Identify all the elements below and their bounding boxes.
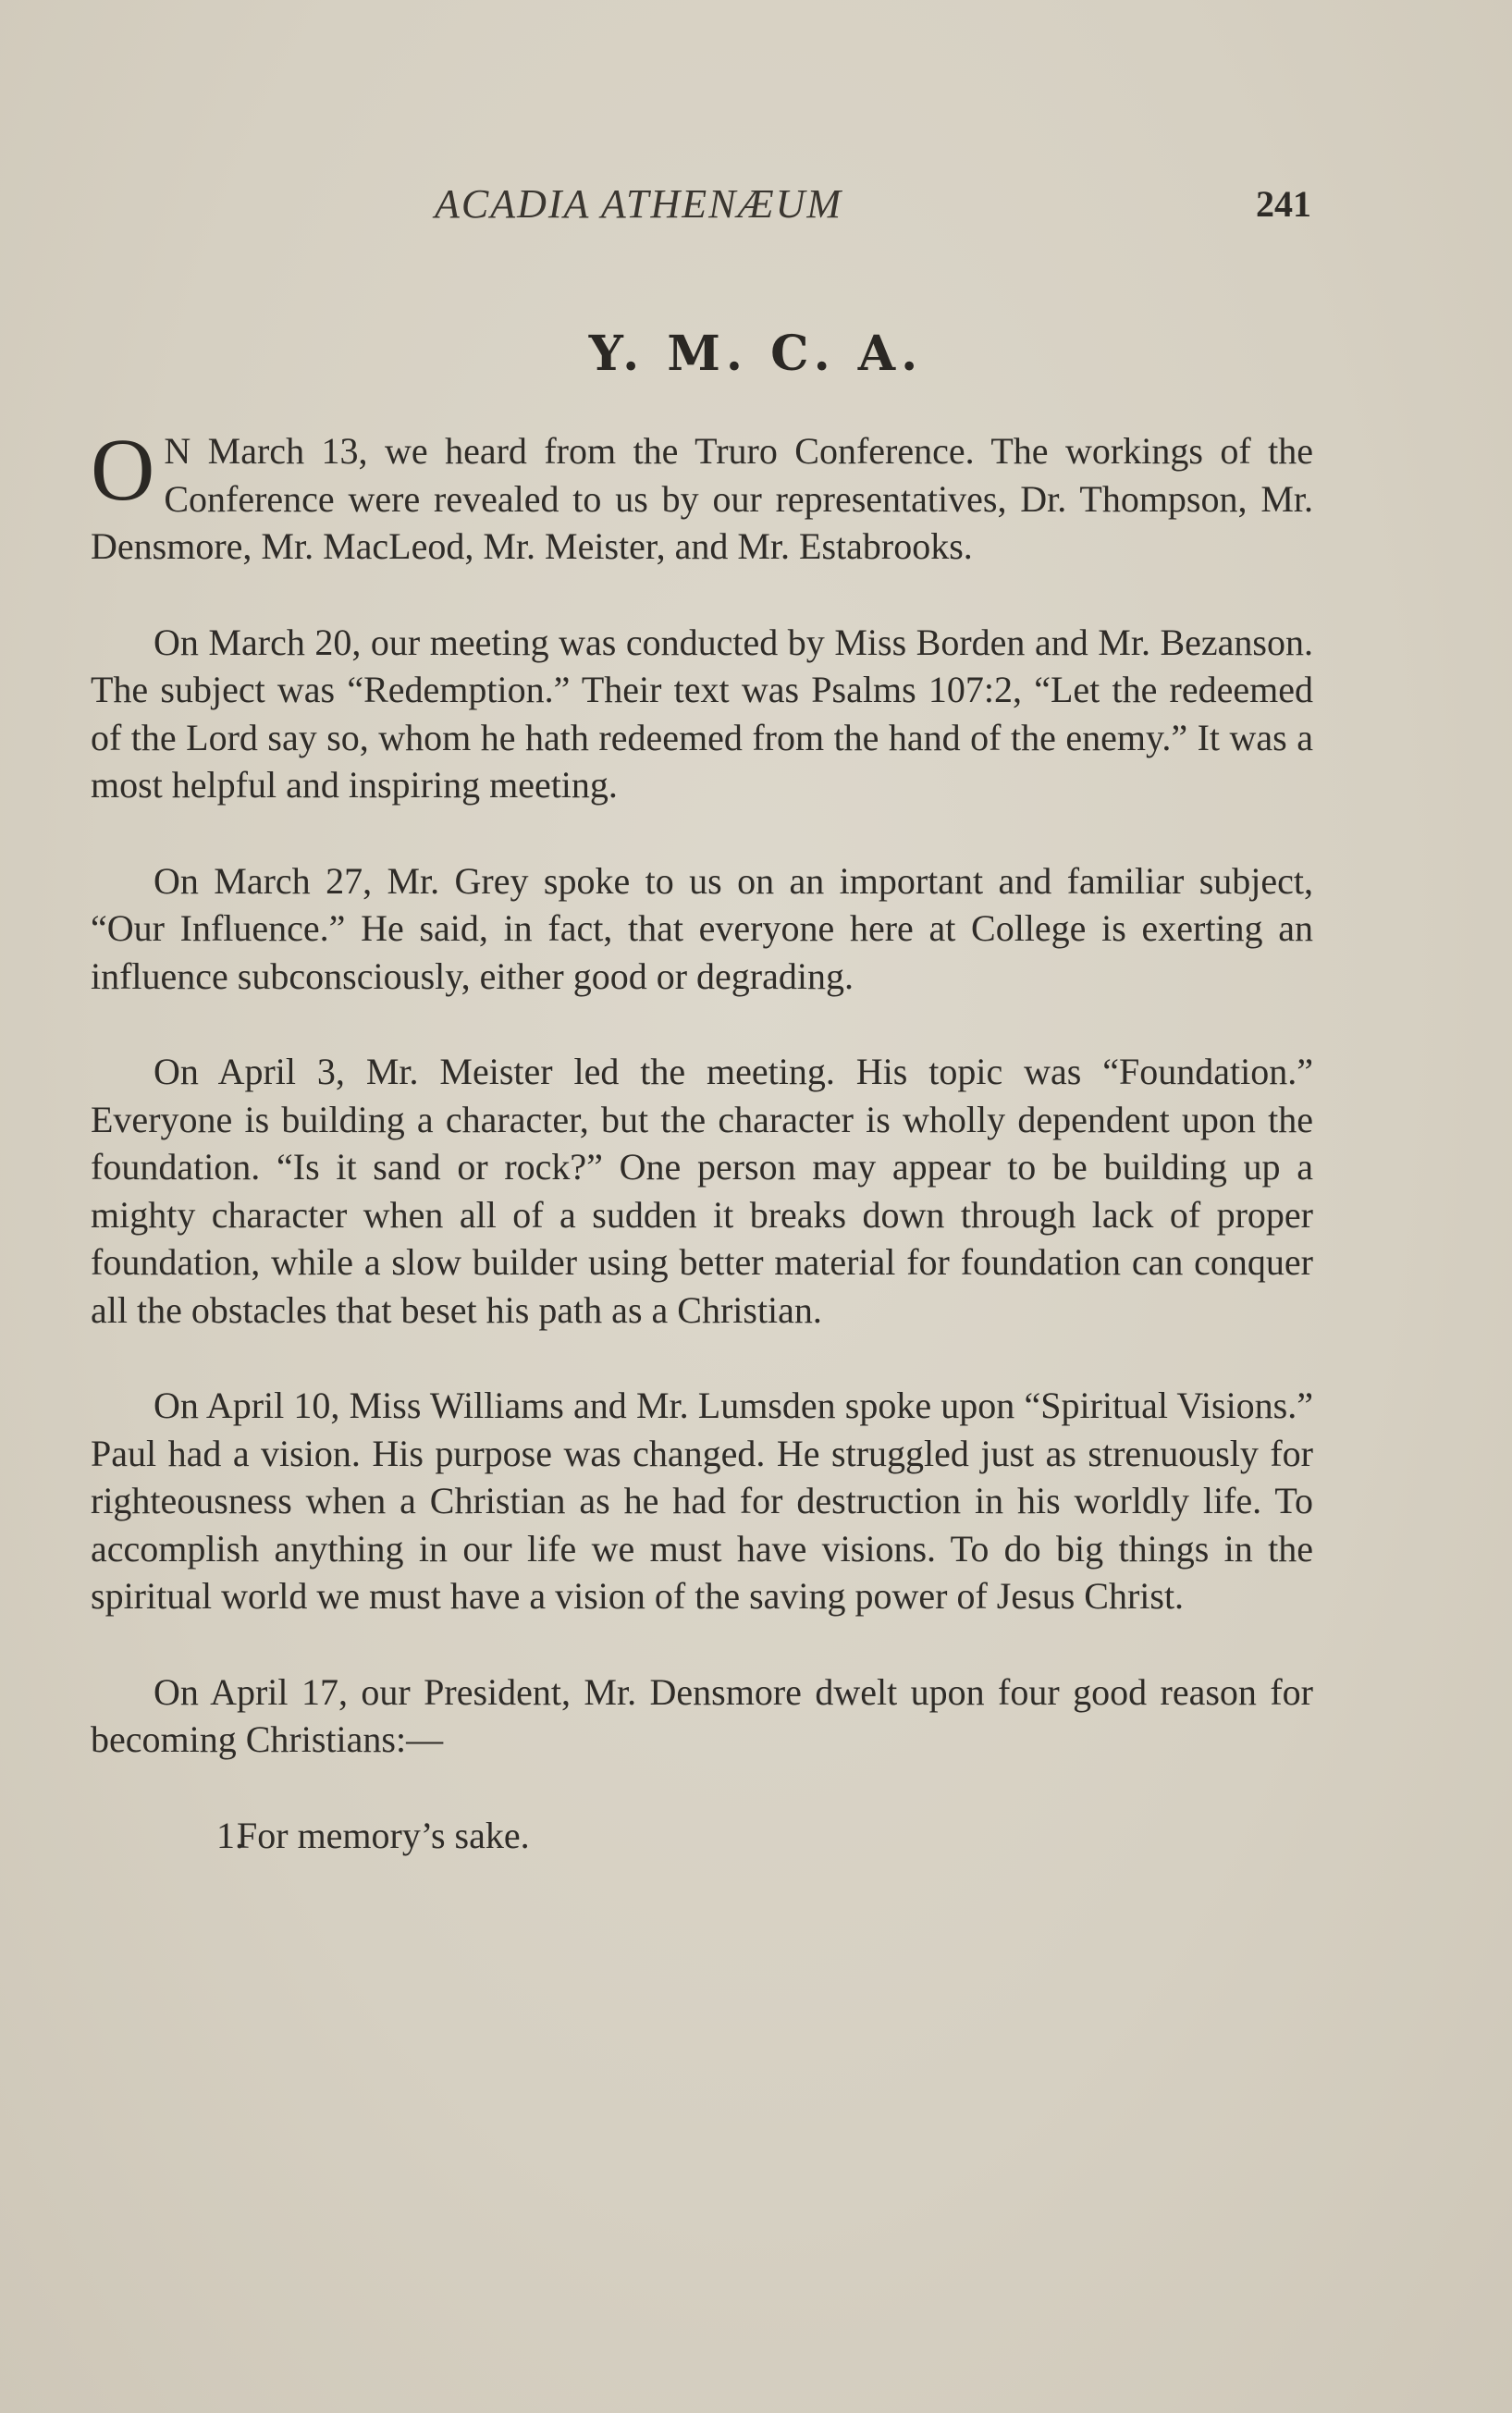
paragraph-2: On March 20, our meeting was conducted by Miss Borden and Mr. Bezanson. The subject was “Redemption.” Their text was Psalms 107:2, “Let the redeemed of the Lord say so, whom he hath redeemed from the hand of the enemy.” It was a most helpful and inspiring meeting. [91, 621, 1313, 806]
section-title: Y. M. C. A. [588, 326, 924, 382]
paragraph-3: On March 27, Mr. Grey spoke to us on an important and familiar subject, “Our Influence.” He said, in fact, that everyone here at College is exerting an influence subconsciously, either good or degrading. [91, 859, 1313, 997]
paragraph-6: On April 17, our President, Mr. Densmore dwelt upon four good reason for becoming Christians:— [91, 1670, 1313, 1760]
paragraph-4: On April 3, Mr. Meister led the meeting. His topic was “Foundation.” Everyone is building a character, but the character is wholly dependent upon the foundation. “Is it sand or rock?” One person may appear to be building up a mighty character when all of a sudden it breaks down through lack of proper foundation, while a slow builder using better material for foundation can conquer all the obstacles that beset his path as a Christian. [91, 1051, 1313, 1331]
list-item-number: 1. [216, 1814, 244, 1856]
running-head [435, 180, 1322, 236]
list-item-text: For memory’s sake. [237, 1814, 530, 1856]
paragraph-1 [91, 420, 1313, 571]
article-body [91, 420, 1313, 1907]
drop-cap: O [91, 420, 155, 519]
page-number: 241 [1256, 183, 1311, 225]
paragraph-5: On April 10, Miss Williams and Mr. Lumsden spoke upon “Spiritual Visions.” Paul had a vision. His purpose was changed. He struggled just as strenuously for righteousness when a Christian as he had for destruction in his worldly life. To accomplish anything in our life we must have visions. To do big things in the spiritual world we must have a vision of the saving power of Jesus Christ. [91, 1385, 1313, 1617]
journal-title: ACADIA ATHENÆUM [435, 181, 843, 227]
list-item [91, 1812, 1313, 1860]
paragraph-1-text: N March 13, we heard from the Truro Conference. The workings of the Conference were revealed to us by our representatives, Dr. Thompson, Mr. Densmore, Mr. MacLeod, Mr. Meister, and Mr. Estabrooks. [91, 430, 1313, 567]
